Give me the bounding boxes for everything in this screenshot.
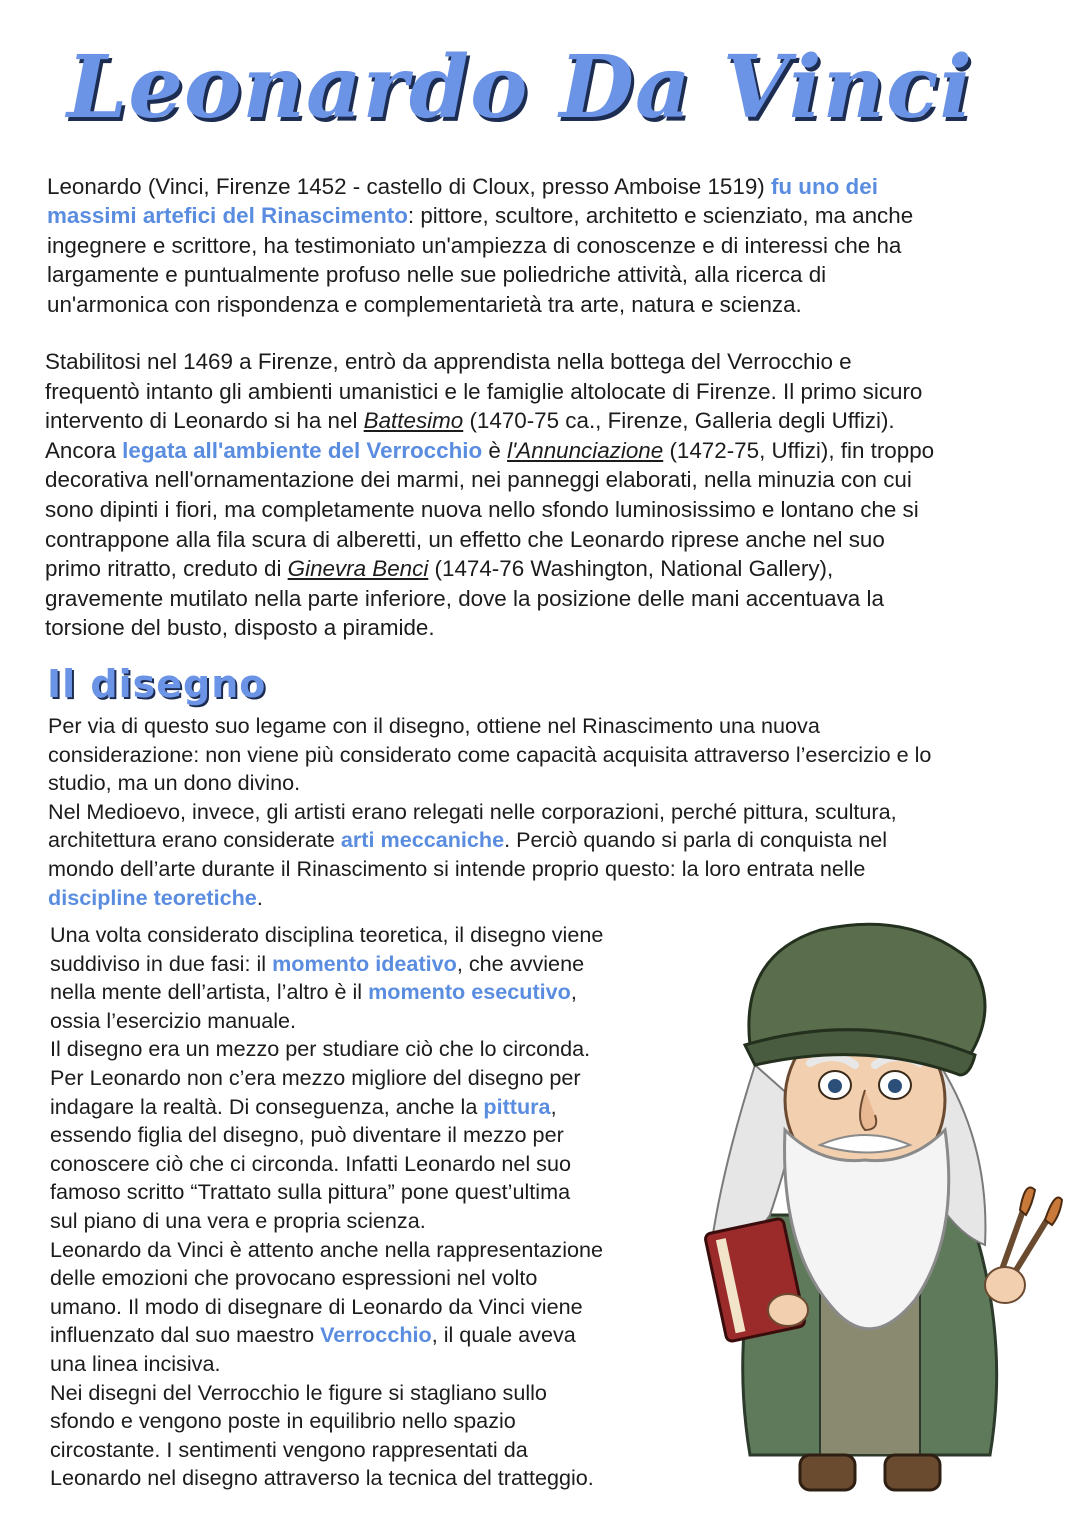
artwork-title: l'Annunciazione [507,437,664,463]
right-boot [885,1455,940,1490]
highlight-text: momento esecutivo [368,979,571,1005]
right-hand [985,1267,1025,1303]
highlight-text: fu uno dei [770,174,878,199]
section-title: Il disegno [47,662,267,706]
artwork-title: Battesimo [363,408,464,434]
artwork-title: Ginevra Benci [287,556,429,582]
highlight-text: momento ideativo [272,950,457,976]
highlight-text: discipline teoretiche [48,884,257,910]
left-hand [768,1294,808,1326]
left-boot [800,1455,855,1490]
drawing-paragraph: Per via di questo suo legame con il disegno, ottiene nel Rinascimento una nuova considerazione: non viene più considerato come capacità acquisita attraverso l’esercizio e lo studio, ma un dono divino. Nel Medioevo, invece, gli artisti erano relegati nelle corporazioni, perché pittura, scultura, architettura erano considerate arti meccaniche. Perciò quando si parla di conquista nel mondo dell’arte durante il Rinascimento si intende proprio questo: la loro entrata nelle discipline teoretiche. [48,713,932,910]
leonardo-cartoon-svg [670,915,1065,1515]
highlight-text: legata all'ambiente del Verrocchio [122,437,483,463]
right-pupil [888,1079,902,1093]
brush-tip-2 [1045,1198,1062,1226]
highlight-text: arti meccaniche [340,827,505,853]
intro-paragraph: Leonardo (Vinci, Firenze 1452 - castello di Cloux, presso Amboise 1519) fu uno dei massimi artefici del Rinascimento: pittore, scultore, architetto e scienziato, ma anche ingegnere e scrittore, ha testimoniato un'ampiezza di conoscenze e di interessi che ha largamente e puntualmente profuso nelle sue poliedriche attività, alla ricerca di un'armonica con rispondenza e complementarietà tra arte, natura e scienza. [47,174,914,317]
brush-tip-1 [1020,1188,1035,1216]
highlight-text: massimi artefici del Rinascimento [47,203,408,229]
left-pupil [828,1079,842,1093]
biography-paragraph: Stabilitosi nel 1469 a Firenze, entrò da apprendista nella bottega del Verrocchio e frequentò intanto gli ambienti umanistici e le famiglie altolocate di Firenze. Il primo sicuro intervento di Leonardo si ha nel Battesimo (1470-75 ca., Firenze, Galleria degli Uffizi). Ancora legata all'ambiente del Verrocchio è l'Annunciazione (1472-75, Uffizi), fin troppo decorativa nell'ornamentazione dei marmi, nei panneggi elaborati, nella minuzia con cui sono dipinti i fiori, ma completamente nuova nello sfondo luminosissimo e lontano che si contrappone alla fila scura di alberetti, un effetto che Leonardo riprese anche nel suo primo ritratto, creduto di Ginevra Benci (1474-76 Washington, National Gallery), gravemente mutilato nella parte inferiore, dove la posizione delle mani accentuava la torsione del busto, disposto a piramide. [45,349,935,641]
page-title: Leonardo Da Vinci [66,37,974,138]
drawing-phases-paragraph: Una volta considerato disciplina teoretica, il disegno viene suddiviso in due fasi: il momento ideativo, che avviene nella mente dell’artista, l’altro è il momento esecutivo, ossia l’esercizio manuale. Il disegno era un mezzo per studiare ciò che lo circonda. Per Leonardo non c’era mezzo migliore del disegno per indagare la realtà. Di conseguenza, anche la pittura, essendo figlia del disegno, può diventare il mezzo per conoscere ciò che ci circonda. Infatti Leonardo nel suo famoso scritto “Trattato sulla pittura” pone quest’ultima sul piano di una vera e propria scienza. Leonardo da Vinci è attento anche nella rappresentazione delle emozioni che provocano espressioni nel volto umano. Il modo di disegnare di Leonardo da Vinci viene influenzato dal suo maestro Verrocchio, il quale aveva una linea incisiva. Nei disegni del Verrocchio le figure si stagliano sullo sfondo e vengono poste in equilibrio nello spazio circostante. I sentimenti vengono rappresentati da Leonardo nel disegno attraverso la tecnica del tratteggio. [50,922,604,1491]
leonardo-cartoon-illustration [670,915,1065,1515]
highlight-text: Verrocchio [320,1322,432,1348]
highlight-text: pittura [483,1093,551,1119]
